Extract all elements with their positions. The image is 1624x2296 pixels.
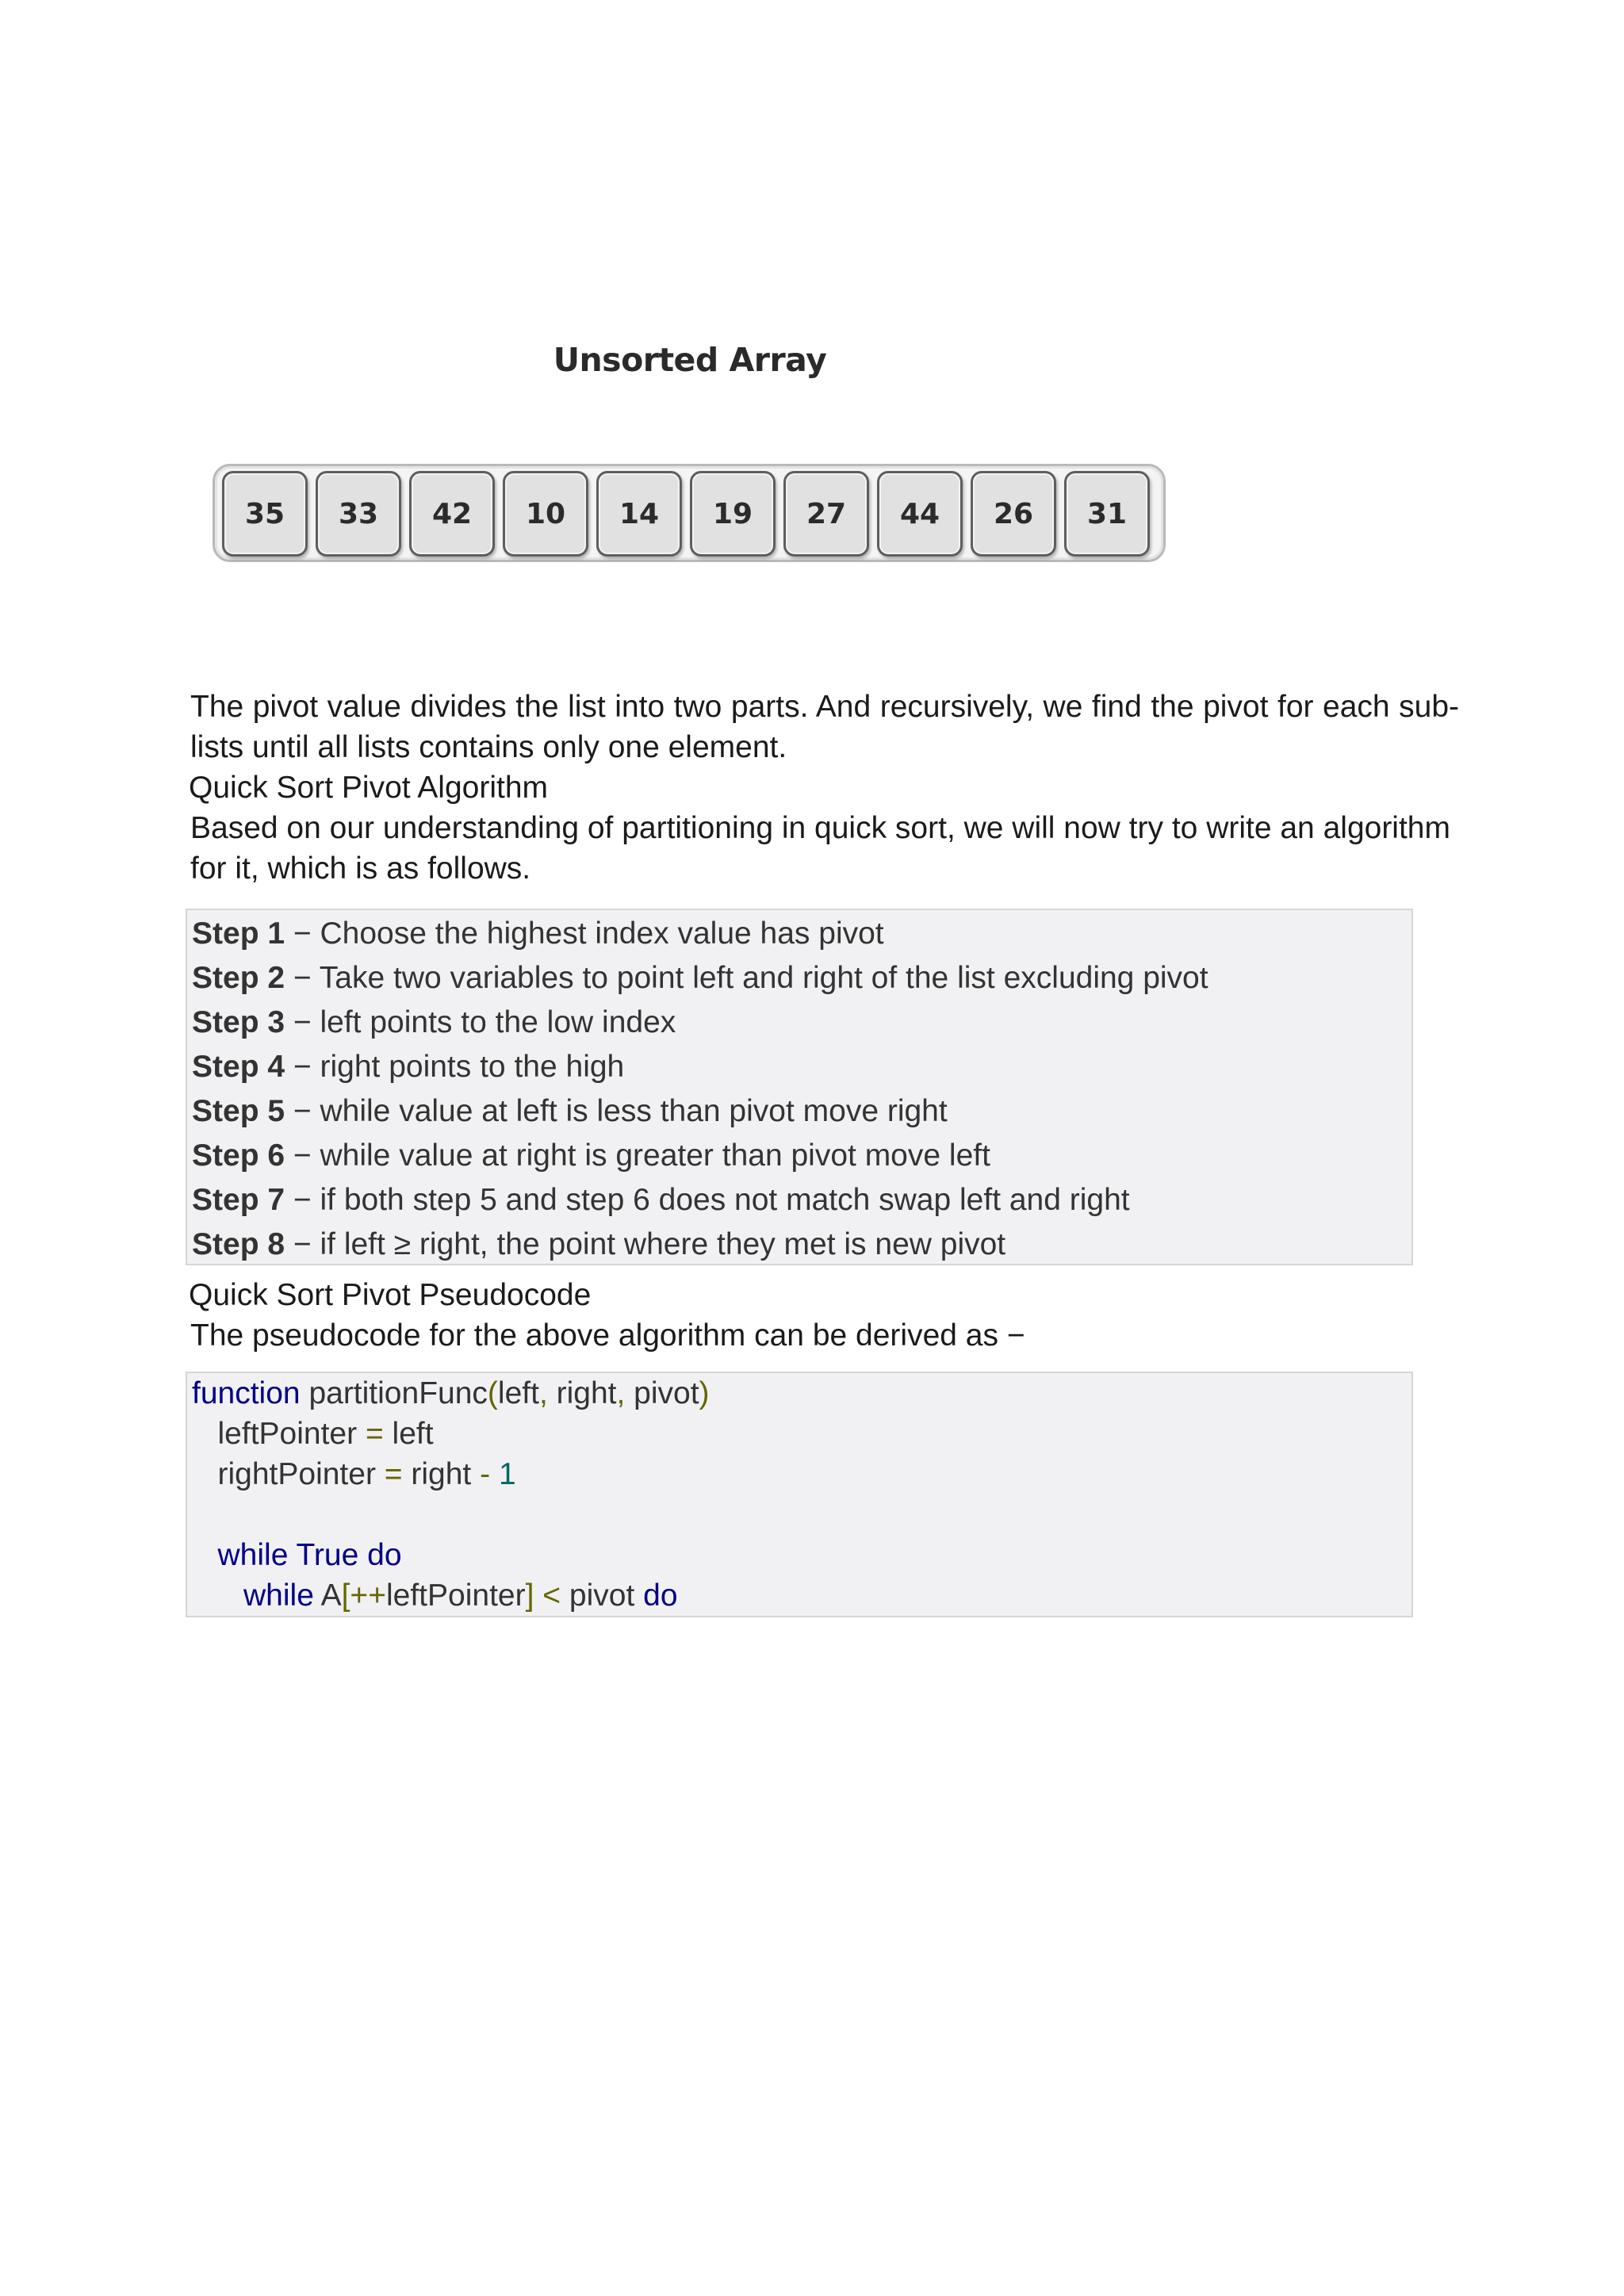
step-label: Step 8 <box>192 1227 285 1261</box>
code-line <box>192 1535 1411 1575</box>
step-line <box>192 1178 1411 1223</box>
algorithm-heading: Quick Sort Pivot Algorithm <box>189 771 548 805</box>
step-text: − left points to the low index <box>285 1005 676 1039</box>
code-token: A <box>313 1578 342 1613</box>
pseudocode-paragraph: The pseudocode for the above algorithm can be derived as − <box>190 1318 1025 1353</box>
step-text: − Choose the highest index value has pivot <box>285 916 884 951</box>
step-line <box>192 1134 1411 1178</box>
code-token: 1 <box>498 1457 516 1491</box>
code-token: ] <box>525 1578 534 1613</box>
code-line <box>192 1575 1411 1616</box>
code-token: True <box>296 1538 359 1572</box>
step-line <box>192 1223 1411 1267</box>
array-cell: 44 <box>877 471 963 557</box>
array-cell: 31 <box>1064 471 1150 557</box>
algorithm-steps-box <box>186 909 1413 1265</box>
array-cells <box>222 471 1150 557</box>
code-token <box>490 1457 499 1491</box>
code-token: = <box>365 1417 384 1451</box>
code-token: do <box>643 1578 678 1613</box>
step-label: Step 3 <box>192 1005 285 1039</box>
step-label: Step 4 <box>192 1050 285 1084</box>
algorithm-paragraph: Based on our understanding of partitioning in quick sort, we will now try to write an algorithm for it, which is as follows. <box>190 811 1450 886</box>
pseudocode-code-box <box>186 1372 1413 1617</box>
code-token <box>192 1578 243 1613</box>
code-token: rightPointer <box>192 1457 385 1491</box>
array-cell: 33 <box>316 471 401 557</box>
code-token: right <box>547 1376 617 1410</box>
intro-paragraph: The pivot value divides the list into two parts. And recursively, we find the pivot for each sub-lists until all lists contains only one element. <box>190 690 1459 764</box>
code-line <box>192 1373 1411 1414</box>
code-token: left <box>497 1376 539 1410</box>
code-line <box>192 1454 1411 1494</box>
step-text: − while value at left is less than pivot move right <box>285 1094 948 1128</box>
step-label: Step 6 <box>192 1138 285 1173</box>
step-line <box>192 1001 1411 1045</box>
code-token: , <box>538 1376 548 1410</box>
code-token: leftPointer <box>385 1578 526 1613</box>
step-text: − right points to the high <box>285 1050 625 1084</box>
array-cell: 35 <box>222 471 308 557</box>
figure-title: Unsorted Array <box>553 341 827 379</box>
code-token: do <box>367 1538 402 1572</box>
step-line <box>192 1045 1411 1089</box>
code-token: function <box>192 1376 301 1410</box>
step-text: − Take two variables to point left and right of the list excluding pivot <box>285 961 1208 995</box>
array-cell: 27 <box>783 471 869 557</box>
code-line <box>192 1494 1411 1535</box>
code-token <box>534 1578 542 1613</box>
step-text: − if left ≥ right, the point where they met is new pivot <box>285 1227 1006 1261</box>
code-token: left <box>383 1417 434 1451</box>
array-cell: 14 <box>596 471 682 557</box>
code-token: right <box>402 1457 481 1491</box>
step-label: Step 5 <box>192 1094 285 1128</box>
code-token <box>358 1538 367 1572</box>
step-text: − while value at right is greater than pivot move left <box>285 1138 990 1173</box>
step-text: − if both step 5 and step 6 does not match swap left and right <box>285 1183 1130 1217</box>
step-label: Step 1 <box>192 916 285 951</box>
code-token: ) <box>699 1376 710 1410</box>
code-token: ( <box>487 1376 498 1410</box>
step-line <box>192 1089 1411 1134</box>
code-token: , <box>616 1376 626 1410</box>
pseudocode-heading: Quick Sort Pivot Pseudocode <box>189 1278 592 1312</box>
code-token: leftPointer <box>192 1417 366 1451</box>
array-cell: 42 <box>409 471 495 557</box>
code-token: [++ <box>341 1578 386 1613</box>
step-line <box>192 956 1411 1001</box>
step-label: Step 7 <box>192 1183 285 1217</box>
code-token: while <box>243 1578 314 1613</box>
code-line <box>192 1414 1411 1454</box>
code-token: = <box>384 1457 403 1491</box>
code-token <box>288 1538 296 1572</box>
code-token: while <box>217 1538 289 1572</box>
code-token: < <box>542 1578 561 1613</box>
code-token <box>192 1538 218 1572</box>
step-line <box>192 912 1411 956</box>
step-label: Step 2 <box>192 961 285 995</box>
array-cell: 10 <box>503 471 588 557</box>
code-token: pivot <box>561 1578 644 1613</box>
array-cell: 19 <box>690 471 776 557</box>
code-token: partitionFunc <box>300 1376 488 1410</box>
code-token: - <box>480 1457 491 1491</box>
array-cell: 26 <box>971 471 1056 557</box>
code-token: pivot <box>625 1376 699 1410</box>
